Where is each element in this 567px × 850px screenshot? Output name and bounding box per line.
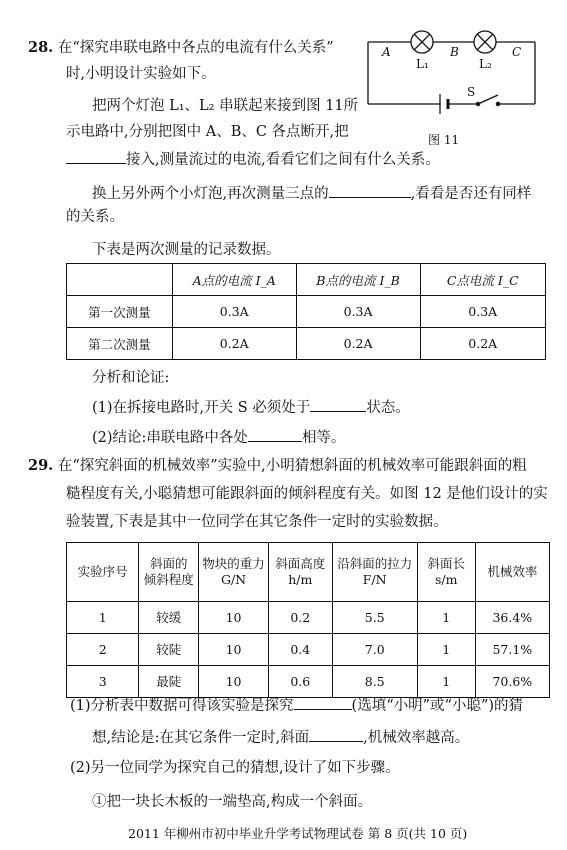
table-cell: 1 — [417, 602, 475, 634]
blank-incline-condition[interactable] — [309, 726, 363, 742]
table-cell: 0.4 — [268, 634, 332, 666]
table-cell: 57.1% — [475, 634, 549, 666]
table-cell: 0.6 — [268, 666, 332, 698]
table-header-cell: 机械效率 — [475, 543, 549, 602]
battery-icon — [440, 94, 448, 114]
q28-analysis: 分析和论证: — [92, 370, 170, 386]
table-header-row — [67, 264, 546, 296]
table-header-cell: 沿斜面的拉力 F/N — [332, 543, 417, 602]
table-cell: 10 — [199, 666, 269, 698]
lamp-l1-icon — [411, 31, 433, 53]
q29-line1 — [28, 456, 527, 476]
label-b: B — [450, 45, 459, 59]
label-s: S — [467, 85, 476, 99]
table-cell: 较缓 — [139, 602, 199, 634]
q28-para2-c: 的关系。 — [66, 209, 124, 225]
q28-para1-b: 示电路中,分别把图中 A、B、C 各点断开,把 — [66, 124, 349, 140]
table-cell: 0.2A — [172, 328, 296, 360]
q28-sub1-text: (1)在拆接电路时,开关 S 必须处于 — [92, 400, 311, 416]
table-header-cell: 物块的重力 G/N — [199, 543, 269, 602]
q29-sub2: (2)另一位同学为探究自己的猜想,设计了如下步骤。 — [70, 760, 400, 776]
table-header-cell — [67, 264, 173, 296]
q29-number: 29. — [28, 457, 54, 474]
table-header-cell: 斜面长 s/m — [417, 543, 475, 602]
q29-step1: ①把一块长木板的一端垫高,构成一个斜面。 — [92, 794, 373, 810]
q28-line1 — [28, 38, 334, 58]
q28-para1-a: 把两个灯泡 L₁、L₂ 串联起来接到图 11所 — [92, 98, 359, 114]
table-row — [67, 634, 550, 666]
table-header-cell: A点的电流 I_A — [172, 264, 296, 296]
table-cell: 5.5 — [332, 602, 417, 634]
circuit-diagram — [350, 22, 550, 152]
table-cell: 7.0 — [332, 634, 417, 666]
table-cell: 0.2 — [268, 602, 332, 634]
table-cell: 0.2A — [296, 328, 420, 360]
q28-para2-a-text: 换上另外两个小灯泡,再次测量三点的 — [92, 186, 329, 202]
blank-measured-quantity[interactable] — [329, 182, 411, 198]
q28-para1-c-text: 接入,测量流过的电流,看看它们之间有什么关系。 — [126, 152, 440, 168]
table-row — [67, 666, 550, 698]
q29-stem-1: 在“探究斜面的机械效率”实验中,小明猜想斜面的机械效率可能跟斜面的粗 — [57, 458, 527, 474]
table-cell: 10 — [199, 634, 269, 666]
table-cell: 第二次测量 — [67, 328, 173, 360]
q28-number: 28. — [28, 39, 54, 56]
table-cell: 第一次测量 — [67, 296, 173, 328]
q28-sub1 — [92, 396, 410, 418]
table-cell: 36.4% — [475, 602, 549, 634]
label-c: C — [512, 45, 522, 59]
q28-line2: 时,小明设计实验如下。 — [66, 66, 216, 82]
label-a: A — [382, 45, 391, 59]
lamp-l2-icon — [474, 31, 496, 53]
table-cell: 2 — [67, 634, 139, 666]
q29-sub1-line1 — [70, 694, 523, 716]
page-footer: 2011 年柳州市初中毕业升学考试物理试卷 第 8 页(共 10 页) — [128, 826, 468, 841]
table-cell: 10 — [199, 602, 269, 634]
table-cell: 8.5 — [332, 666, 417, 698]
table-header-cell: C点电流 I_C — [420, 264, 546, 296]
label-l2: L₂ — [479, 57, 492, 71]
table-header-cell: 斜面的 倾斜程度 — [139, 543, 199, 602]
blank-instrument[interactable] — [66, 148, 126, 164]
table-row — [67, 296, 546, 328]
q28-table-intro: 下表是两次测量的记录数据。 — [92, 242, 281, 258]
q28-sub2-text: (2)结论:串联电路中各处 — [92, 430, 248, 446]
q29-sub1-tail: (选填“小明”或“小聪”)的猜 — [351, 698, 524, 714]
blank-switch-state[interactable] — [310, 396, 366, 412]
q29-line2: 糙程度有关,小聪猜想可能跟斜面的倾斜程度有关。如图 12 是他们设计的实 — [66, 486, 548, 502]
switch-icon — [476, 95, 499, 106]
table-cell: 0.3A — [172, 296, 296, 328]
q29-sub1-text: (1)分析表中数据可得该实验是探究 — [70, 698, 294, 714]
table-cell: 70.6% — [475, 666, 549, 698]
q28-stem-1: 在“探究串联电路中各点的电流有什么关系” — [57, 40, 334, 56]
table-cell: 3 — [67, 666, 139, 698]
table-cell: 0.2A — [420, 328, 546, 360]
q29-sub1-conclusion: 想,结论是:在其它条件一定时,斜面 — [92, 730, 310, 746]
table-cell: 最陡 — [139, 666, 199, 698]
incline-efficiency-table — [66, 542, 550, 698]
q29-sub1-line2 — [92, 726, 469, 748]
blank-conclusion[interactable] — [248, 426, 302, 442]
q28-para2-a — [92, 182, 531, 204]
figure-caption: 图 11 — [428, 133, 460, 147]
q28-sub2 — [92, 426, 345, 448]
table-header-row — [67, 543, 550, 602]
q29-line3: 验装置,下表是其中一位同学在其它条件一定时的实验数据。 — [66, 514, 448, 530]
table-row — [67, 328, 546, 360]
q28-para2-b-text: ,看看是否还有同样 — [410, 186, 532, 202]
blank-whose-guess[interactable] — [294, 694, 352, 710]
table-cell: 1 — [417, 666, 475, 698]
table-header-cell: B点的电流 I_B — [296, 264, 420, 296]
table-cell: 1 — [67, 602, 139, 634]
table-cell: 0.3A — [296, 296, 420, 328]
table-cell: 较陡 — [139, 634, 199, 666]
table-cell: 0.3A — [420, 296, 546, 328]
table-cell: 1 — [417, 634, 475, 666]
q28-sub1-tail: 状态。 — [366, 400, 410, 416]
q28-sub2-tail: 相等。 — [301, 430, 346, 446]
table-row — [67, 602, 550, 634]
table-header-cell: 斜面高度 h/m — [268, 543, 332, 602]
current-measurement-table — [66, 263, 546, 360]
label-l1: L₁ — [416, 57, 429, 71]
q29-sub1-conclusion-tail: ,机械效率越高。 — [363, 730, 470, 746]
table-header-cell: 实验序号 — [67, 543, 139, 602]
